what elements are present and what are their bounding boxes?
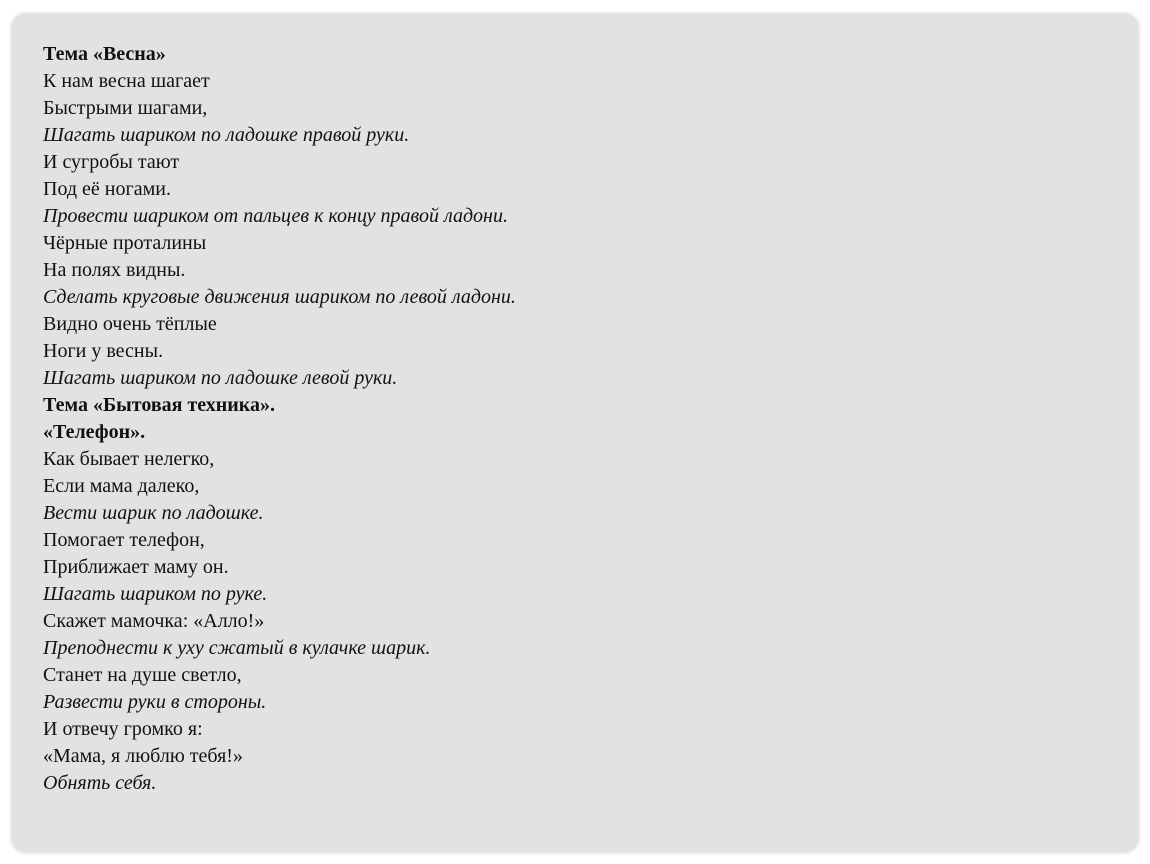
text-line: К нам весна шагает: [43, 70, 210, 92]
poem-text-block: [43, 41, 516, 797]
text-line: Как бывает нелегко,: [43, 448, 215, 470]
text-line: Чёрные проталины: [43, 232, 207, 254]
text-line: Под её ногами.: [43, 178, 171, 200]
text-line: На полях видны.: [43, 259, 186, 281]
instruction-line: Обнять себя.: [43, 772, 157, 794]
instruction-line: Вести шарик по ладошке.: [43, 502, 264, 524]
slide-panel: [12, 14, 1138, 852]
text-line: И отвечу громко я:: [43, 718, 203, 740]
text-line: Быстрыми шагами,: [43, 97, 208, 119]
text-line: Приближает маму он.: [43, 556, 229, 578]
text-line: Ноги у весны.: [43, 340, 164, 362]
instruction-line: Преподнести к уху сжатый в кулачке шарик.: [43, 637, 431, 659]
text-line: И сугробы тают: [43, 151, 180, 173]
instruction-line: Провести шариком от пальцев к концу правой ладони.: [43, 205, 508, 227]
instruction-line: Шагать шариком по ладошке правой руки.: [43, 124, 410, 146]
instruction-line: Развести руки в стороны.: [43, 691, 267, 713]
heading-line: Тема «Бытовая техника».: [43, 394, 276, 416]
text-line: Помогает телефон,: [43, 529, 205, 551]
text-line: Если мама далеко,: [43, 475, 200, 497]
heading-line: «Телефон».: [43, 421, 146, 443]
heading-line: Тема «Весна»: [43, 43, 166, 65]
text-line: Видно очень тёплые: [43, 313, 217, 335]
text-line: «Мама, я люблю тебя!»: [43, 745, 243, 767]
text-line: Скажет мамочка: «Алло!»: [43, 610, 265, 632]
instruction-line: Шагать шариком по ладошке левой руки.: [43, 367, 398, 389]
instruction-line: Сделать круговые движения шариком по левой ладони.: [43, 286, 516, 308]
text-line: Станет на душе светло,: [43, 664, 242, 686]
instruction-line: Шагать шариком по руке.: [43, 583, 268, 605]
